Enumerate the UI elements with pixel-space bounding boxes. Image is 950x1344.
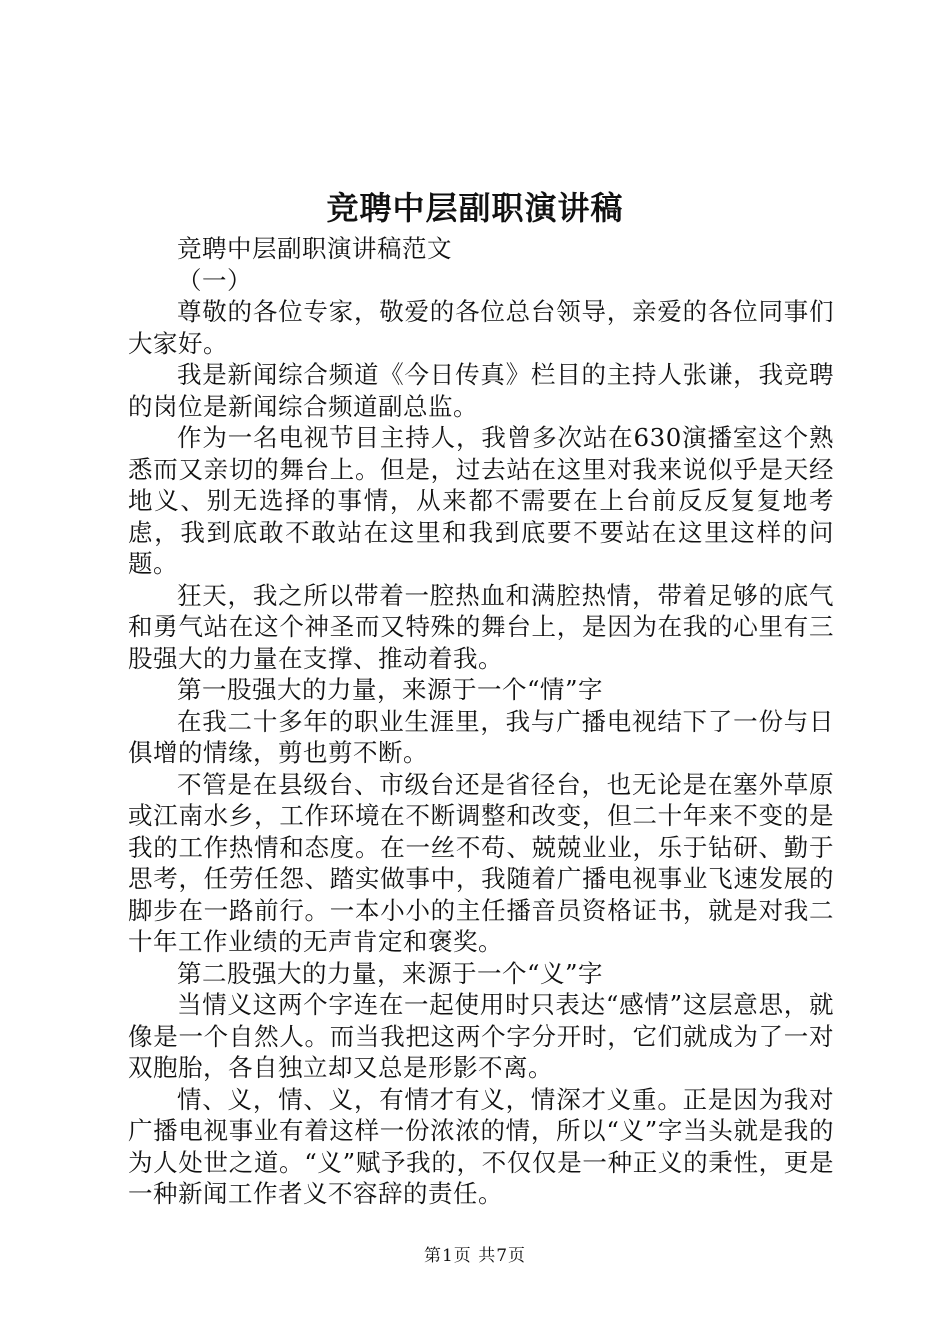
paragraph: 尊敬的各位专家，敬爱的各位总台领导，亲爱的各位同事们大家好。 bbox=[128, 297, 834, 358]
paragraph-heading: 第二股强大的力量，来源于一个“义”字 bbox=[177, 958, 604, 988]
page-footer: 第1页 共7页 bbox=[423, 1246, 527, 1266]
paragraph: 狂天，我之所以带着一腔热血和满腔热情，带着足够的底气和勇气站在这个神圣而又特殊的舞台上，是因为在我的心里有三股强大的力量在支撑、推动着我。 bbox=[128, 580, 834, 673]
paragraph: 我是新闻综合频道《今日传真》栏目的主持人张谦，我竞聘的岗位是新闻综合频道副总监。 bbox=[128, 360, 834, 421]
paragraph: 情、义，情、义，有情才有义，情深才义重。正是因为我对广播电视事业有着这样一份浓浓的情，所以“义”字当头就是我的为人处世之道。“义”赋予我的，不仅仅是一种正义的秉性，更是一种新闻工作者义不容辞的责任。 bbox=[128, 1084, 834, 1208]
paragraph-section-number: （一） bbox=[177, 265, 252, 295]
document-body bbox=[128, 233, 834, 1210]
document-title: 竞聘中层副职演讲稿 bbox=[326, 189, 624, 227]
paragraph: 当情义这两个字连在一起使用时只表达“感情”这层意思，就像是一个自然人。而当我把这两个字分开时，它们就成为了一对双胞胎，各自独立却又总是形影不离。 bbox=[128, 990, 834, 1082]
paragraph: 在我二十多年的职业生涯里，我与广播电视结下了一份与日俱增的情缘，剪也剪不断。 bbox=[128, 706, 834, 767]
paragraph: 作为一名电视节目主持人，我曾多次站在630演播室这个熟悉而又亲切的舞台上。但是，过去站在这里对我来说似乎是天经地义、别无选择的事情，从来都不需要在上台前反反复复地考虑，我到底敢不敢站在这里和我到底要不要站在这里这样的问题。 bbox=[128, 423, 834, 578]
paragraph: 不管是在县级台、市级台还是省径台，也无论是在塞外草原或江南水乡，工作环境在不断调整和改变，但二十年来不变的是我的工作热情和态度。在一丝不苟、兢兢业业，乐于钻研、勤于思考，任劳任怨、踏实做事中，我随着广播电视事业飞速发展的脚步在一路前行。一本小小的主任播音员资格证书，就是对我二十年工作业绩的无声肯定和褒奖。 bbox=[128, 769, 834, 956]
paragraph-heading: 第一股强大的力量，来源于一个“情”字 bbox=[177, 675, 604, 704]
paragraph-subtitle: 竞聘中层副职演讲稿范文 bbox=[177, 234, 452, 263]
